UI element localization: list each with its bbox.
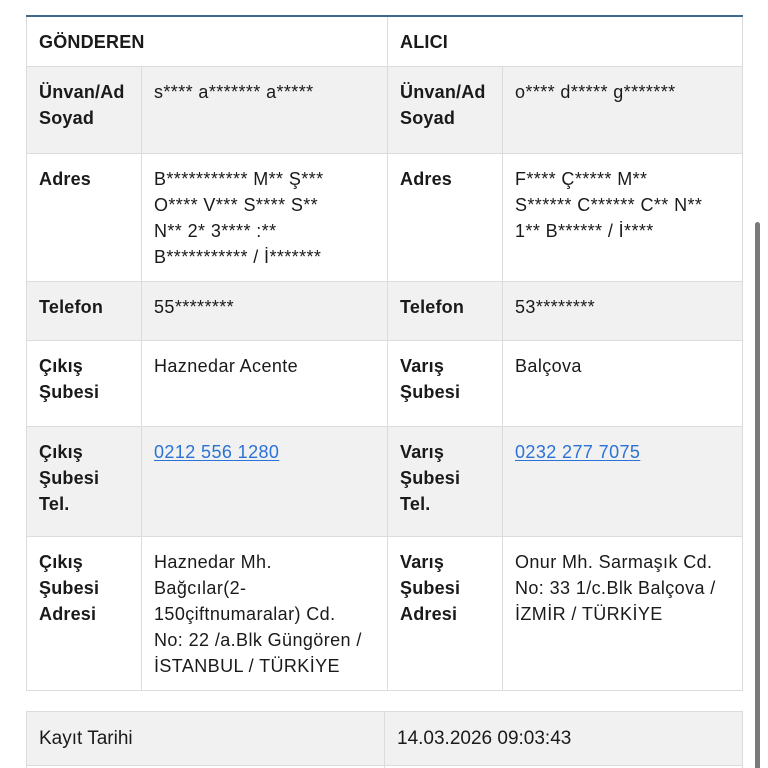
destination-branch-value: Balçova xyxy=(503,341,743,427)
destination-branch-phone-link[interactable]: 0232 277 7075 xyxy=(515,442,641,462)
receiver-phone-value: 53******** xyxy=(503,282,743,341)
sender-receiver-table xyxy=(26,15,743,691)
sender-phone-value: 55******** xyxy=(142,282,388,341)
sender-address-value: B*********** M** Ş*** O**** V*** S**** S** N** 2* 3**** :** B*********** / İ******* xyxy=(142,154,388,282)
origin-branch-phone-label: Çıkış Şubesi Tel. xyxy=(27,427,142,537)
table-row-address xyxy=(27,154,743,282)
origin-branch-address-value: Haznedar Mh. Bağcılar(2- 150çiftnumaralar) Cd. No: 22 /a.Blk Güngören / İSTANBUL / TÜRKİYE xyxy=(142,537,388,691)
shipment-meta-table xyxy=(26,711,743,768)
table-row-name xyxy=(27,67,743,154)
sender-name-label: Ünvan/Ad Soyad xyxy=(27,67,142,154)
origin-branch-label: Çıkış Şubesi xyxy=(27,341,142,427)
origin-branch-value: Haznedar Acente xyxy=(142,341,388,427)
origin-branch-address-label: Çıkış Şubesi Adresi xyxy=(27,537,142,691)
receiver-address-label: Adres xyxy=(388,154,503,282)
destination-branch-address-label: Varış Şubesi Adresi xyxy=(388,537,503,691)
destination-branch-phone-label: Varış Şubesi Tel. xyxy=(388,427,503,537)
sender-phone-label: Telefon xyxy=(27,282,142,341)
receiver-name-value: o**** d***** g******* xyxy=(503,67,743,154)
table-row-registration-date xyxy=(27,712,743,766)
registration-date-label: Kayıt Tarihi xyxy=(27,712,385,766)
receiver-address-value: F**** Ç***** M** S****** C****** C** N** 1** B****** / İ**** xyxy=(503,154,743,282)
origin-branch-phone-link[interactable]: 0212 556 1280 xyxy=(154,442,280,462)
sender-name-value: s**** a******* a***** xyxy=(142,67,388,154)
destination-branch-label: Varış Şubesi xyxy=(388,341,503,427)
vertical-scrollbar[interactable] xyxy=(755,222,760,768)
destination-branch-address-value: Onur Mh. Sarmaşık Cd. No: 33 1/c.Blk Balçova / İZMİR / TÜRKİYE xyxy=(503,537,743,691)
receiver-header: ALICI xyxy=(388,16,743,67)
sender-address-label: Adres xyxy=(27,154,142,282)
table-row-branch-address xyxy=(27,537,743,691)
sender-header: GÖNDEREN xyxy=(27,16,388,67)
table-header-row xyxy=(27,16,743,67)
destination-branch-phone-cell xyxy=(503,427,743,537)
table-row-phone xyxy=(27,282,743,341)
receiver-name-label: Ünvan/Ad Soyad xyxy=(388,67,503,154)
table-row-branch xyxy=(27,341,743,427)
origin-branch-phone-cell xyxy=(142,427,388,537)
receiver-phone-label: Telefon xyxy=(388,282,503,341)
table-row-branch-phone xyxy=(27,427,743,537)
registration-date-value: 14.03.2026 09:03:43 xyxy=(385,712,743,766)
